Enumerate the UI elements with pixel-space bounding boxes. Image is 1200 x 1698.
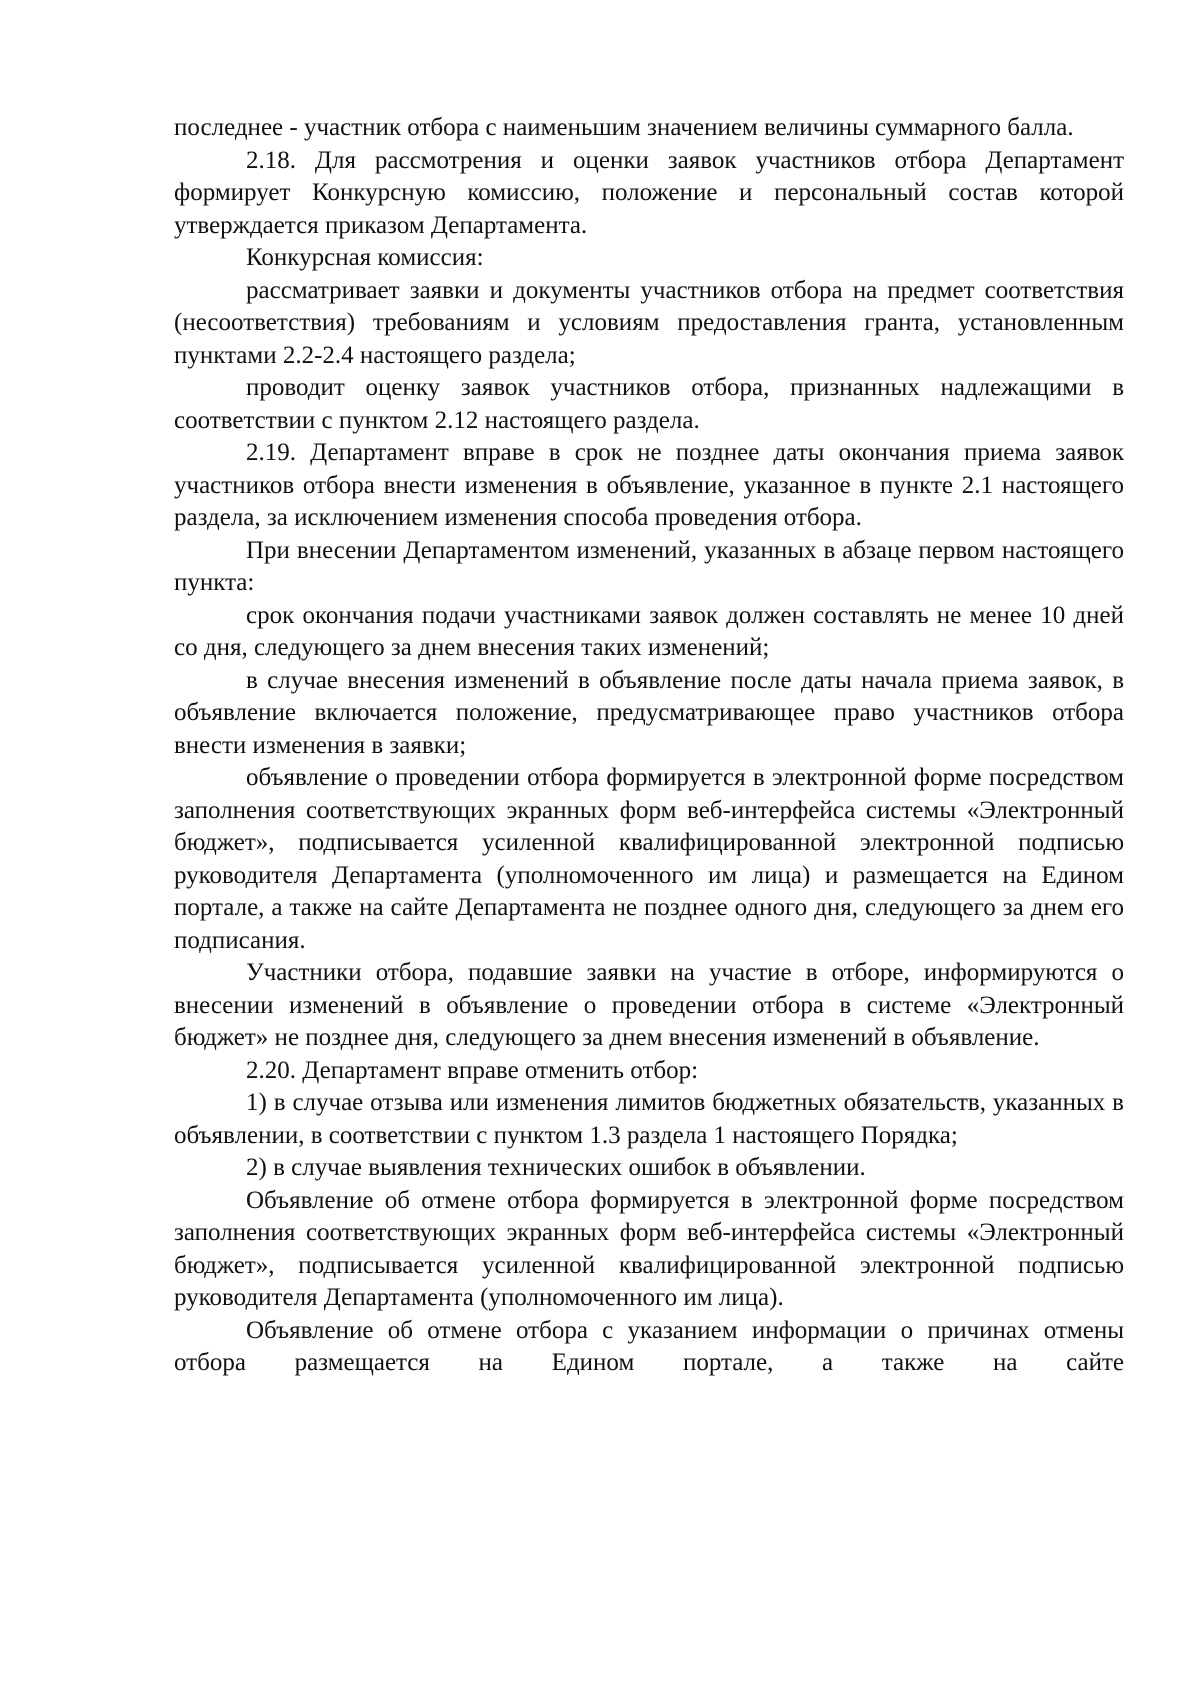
paragraph-announcement-form: объявление о проведении отбора формируется в электронной форме посредством заполнения соответствующих экранных форм веб-интерфейса системы «Электронный бюджет», подписывается усиленной квалифицированной электронной подписью руководителя Департамента (уполномоченного им лица) и размещается на Едином портале, а также на сайте Департамента не позднее одного дня, следующего за днем его подписания.: [174, 764, 1124, 954]
paragraph-2-20: 2.20. Департамент вправе отменить отбор:: [246, 1056, 699, 1084]
paragraph-cancel-announcement-form: Объявление об отмене отбора формируется в электронной форме посредством заполнения соответствующих экранных форм веб-интерфейса системы «Электронный бюджет», подписывается усиленной квалифицированной электронной подписью руководителя Департамента (уполномоченного им лица).: [174, 1186, 1124, 1311]
paragraph-changes-intro: При внесении Департаментом изменений, указанных в абзаце первом настоящего пункта:: [174, 536, 1124, 596]
paragraph-participants-informed: Участники отбора, подавшие заявки на участие в отборе, информируются о внесении изменений в объявление о проведении отбора в системе «Электронный бюджет» не позднее дня, следующего за днем внесения изменений в объявление.: [174, 959, 1124, 1051]
paragraph-2-19: 2.19. Департамент вправе в срок не позднее даты окончания приема заявок участников отбора внести изменения в объявление, указанное в пункте 2.1 настоящего раздела, за исключением изменения способа проведения отбора.: [174, 439, 1124, 531]
paragraph-cancel-reason-1: 1) в случае отзыва или изменения лимитов бюджетных обязательств, указанных в объявлении, в соответствии с пунктом 1.3 раздела 1 настоящего Порядка;: [174, 1089, 1124, 1149]
paragraph-2-18: 2.18. Для рассмотрения и оценки заявок участников отбора Департамент формирует Конкурсную комиссию, положение и персональный состав которой утверждается приказом Департамента.: [174, 146, 1124, 239]
paragraph-deadline: срок окончания подачи участниками заявок должен составлять не менее 10 дней со дня, следующего за днем внесения таких изменений;: [174, 601, 1124, 661]
paragraph-1: последнее - участник отбора с наименьшим значением величины суммарного балла.: [174, 114, 1074, 141]
paragraph-cancel-announcement-publish: Объявление об отмене отбора с указанием информации о причинах отмены отбора размещается на Едином портале, а также на сайте: [174, 1316, 1124, 1376]
paragraph-commission-review: рассматривает заявки и документы участников отбора на предмет соответствия (несоответствия) требованиям и условиям предоставления гранта, установленным пунктами 2.2-2.4 настоящего раздела;: [174, 276, 1124, 369]
paragraph-changes-after-start: в случае внесения изменений в объявление после даты начала приема заявок, в объявление включается положение, предусматривающее право участников отбора внести изменения в заявки;: [174, 666, 1124, 759]
paragraph-cancel-reason-2: 2) в случае выявления технических ошибок в объявлении.: [246, 1154, 866, 1181]
document-page: [174, 112, 1124, 1380]
paragraph-commission-evaluate: проводит оценку заявок участников отбора, признанных надлежащими в соответствии с пунктом 2.12 настоящего раздела.: [174, 374, 1124, 434]
paragraph-commission-heading: Конкурсная комиссия:: [246, 244, 484, 271]
